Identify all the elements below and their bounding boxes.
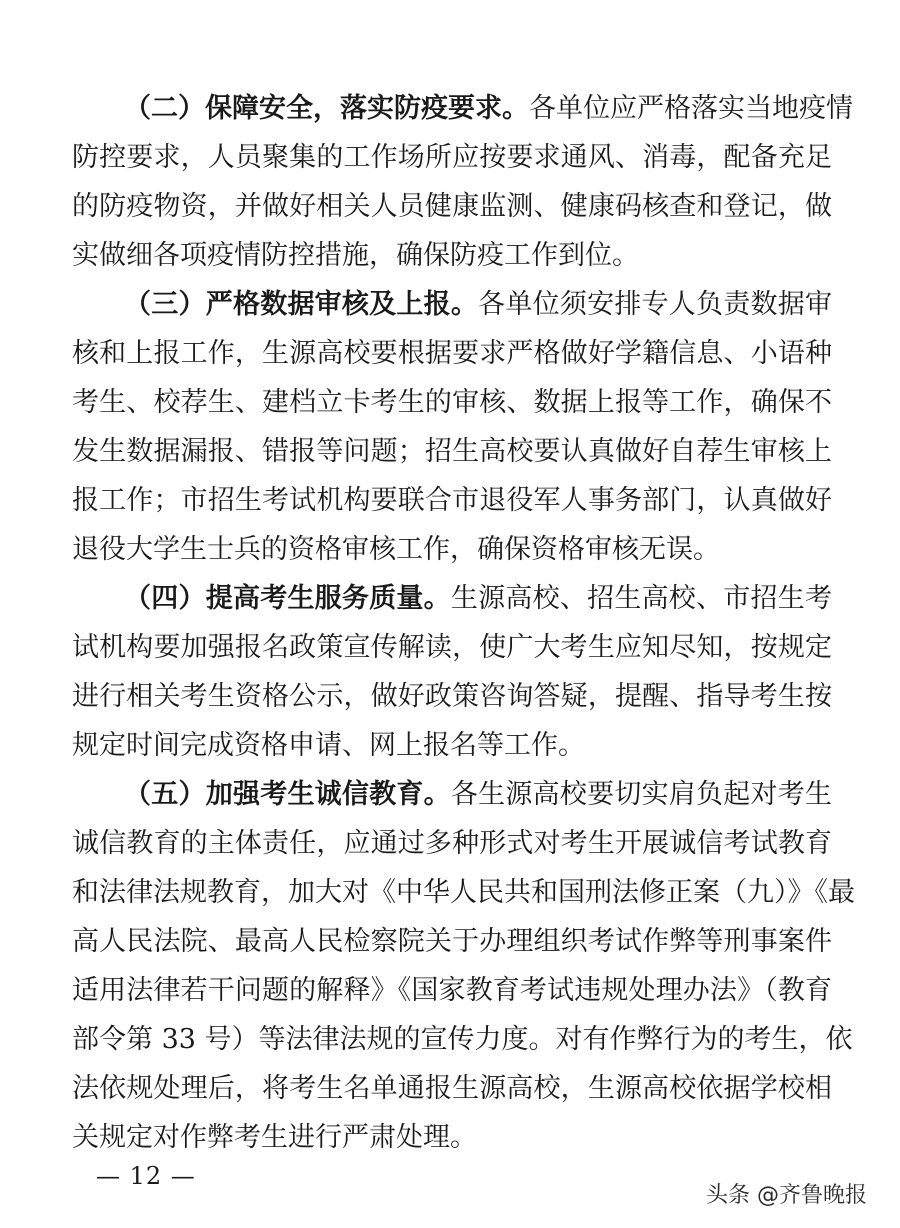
paragraph-line: 发生数据漏报、错报等问题；招生高校要认真做好自荐生审核上 bbox=[72, 436, 832, 467]
paragraph-2 bbox=[72, 84, 853, 280]
paragraph-line: 考生、校荐生、建档立卡考生的审核、数据上报等工作，确保不 bbox=[72, 387, 832, 418]
paragraph-line: （四）提高考生服务质量。生源高校、招生高校、市招生考 bbox=[124, 583, 833, 614]
paragraph-line: 和法律法规教育，加大对《中华人民共和国刑法修正案（九）》《最 bbox=[72, 877, 855, 908]
paragraph-line: 防控要求，人员聚集的工作场所应按要求通风、消毒，配备充足 bbox=[72, 142, 832, 173]
paragraph-heading: （五）加强考生诚信教育。 bbox=[124, 779, 451, 810]
paragraph-line: （三）严格数据审核及上报。各单位须安排专人负责数据审 bbox=[124, 289, 833, 320]
paragraph-line: 退役大学生士兵的资格审核工作，确保资格审核无误。 bbox=[72, 534, 720, 565]
paragraph-line: （二）保障安全，落实防疫要求。各单位应严格落实当地疫情 bbox=[124, 93, 853, 124]
paragraph-line: 法依规处理后，将考生名单通报生源高校，生源高校依据学校相 bbox=[72, 1073, 832, 1104]
watermark: 头条 @齐鲁晚报 bbox=[706, 1183, 867, 1208]
paragraph-line: 的防疫物资，并做好相关人员健康监测、健康码核查和登记，做 bbox=[72, 191, 832, 222]
paragraph-heading: （三）严格数据审核及上报。 bbox=[124, 289, 479, 320]
paragraph-line: 实做细各项疫情防控措施，确保防疫工作到位。 bbox=[72, 240, 639, 271]
paragraph-line: 试机构要加强报名政策宣传解读，使广大考生应知尽知，按规定 bbox=[72, 632, 832, 663]
paragraph-line: 高人民法院、最高人民检察院关于办理组织考试作弊等刑事案件 bbox=[72, 926, 832, 957]
paragraph-line: 规定时间完成资格申请、网上报名等工作。 bbox=[72, 730, 585, 761]
paragraph-line: 诚信教育的主体责任，应通过多种形式对考生开展诚信考试教育 bbox=[72, 828, 832, 859]
paragraph-line: 部令第 33 号）等法律法规的宣传力度。对有作弊行为的考生，依 bbox=[72, 1024, 853, 1055]
paragraph-heading: （二）保障安全，落实防疫要求。 bbox=[124, 93, 529, 124]
paragraph-line: 核和上报工作，生源高校要根据要求严格做好学籍信息、小语种 bbox=[72, 338, 832, 369]
paragraph-line: 报工作；市招生考试机构要联合市退役军人事务部门，认真做好 bbox=[72, 485, 832, 516]
paragraph-heading: （四）提高考生服务质量。 bbox=[124, 583, 451, 614]
paragraph-line: 关规定对作弊考生进行严肃处理。 bbox=[72, 1122, 477, 1153]
paragraph-5 bbox=[72, 770, 855, 1162]
paragraph-line: （五）加强考生诚信教育。各生源高校要切实肩负起对考生 bbox=[124, 779, 833, 810]
paragraph-4 bbox=[72, 574, 832, 770]
paragraph-line: 适用法律若干问题的解释》《国家教育考试违规处理办法》（教育 bbox=[72, 975, 832, 1006]
page-number: — 12 — bbox=[96, 1162, 196, 1190]
paragraph-line: 进行相关考生资格公示，做好政策咨询答疑，提醒、指导考生按 bbox=[72, 681, 832, 712]
paragraph-3 bbox=[72, 280, 832, 574]
